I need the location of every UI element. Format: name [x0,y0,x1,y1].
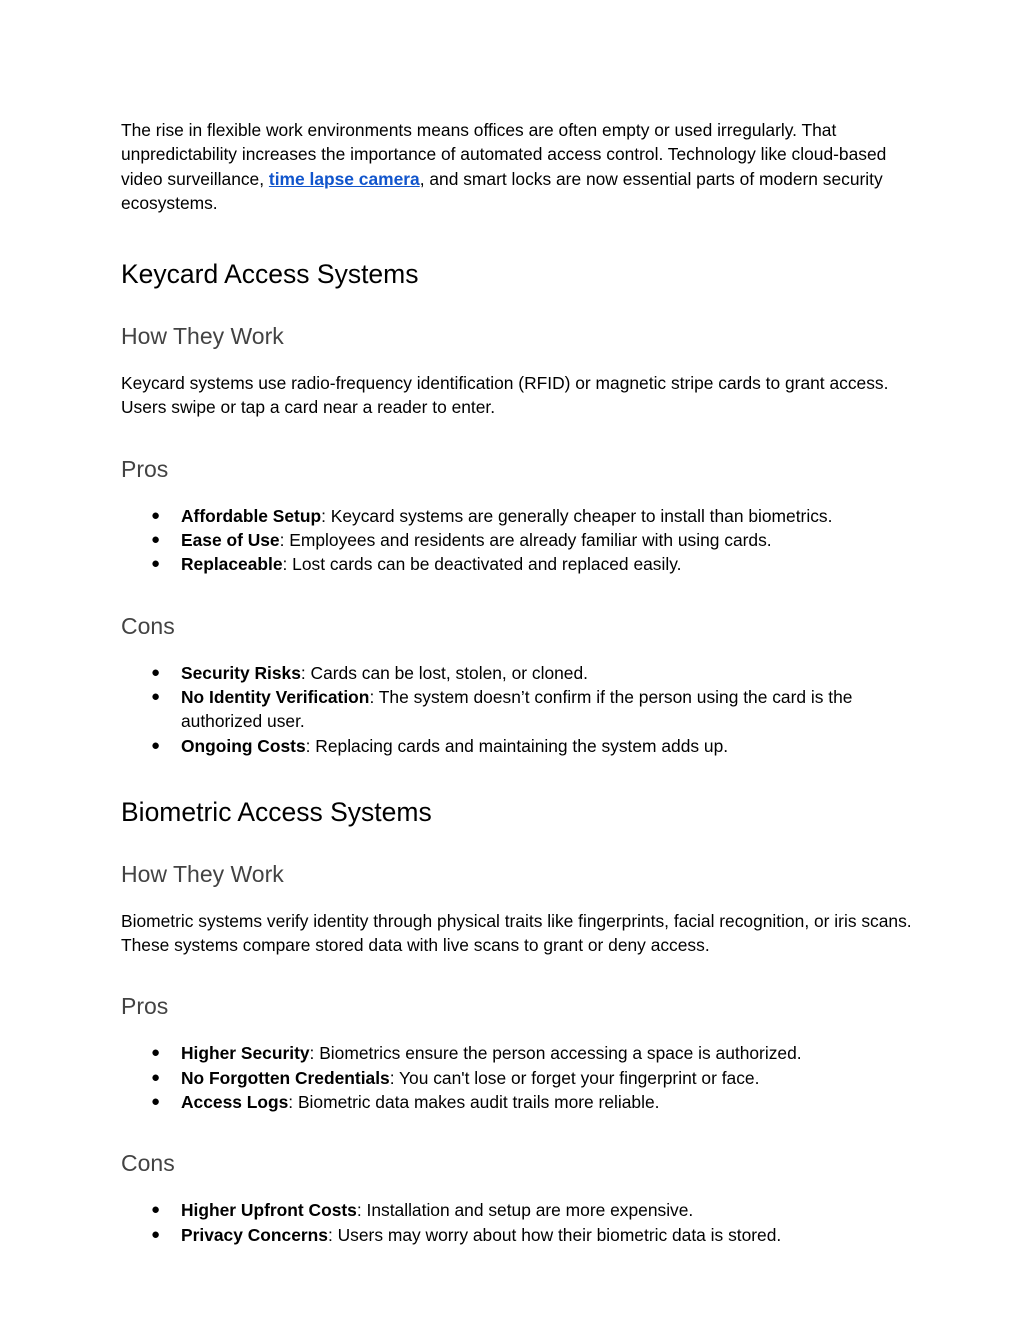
biometric-pros-heading: Pros [121,993,169,1020]
list-item-text: : Installation and setup are more expensive. [356,1200,694,1221]
list-item [151,552,914,576]
list-item-term: Ongoing Costs [181,735,306,756]
list-item-term: Affordable Setup [181,505,322,526]
list-item [151,1223,914,1247]
biometric-pros-list [121,1041,914,1114]
list-item-text: : Biometrics ensure the person accessing a space is authorized. [309,1043,802,1064]
list-item [151,1090,914,1114]
list-item [151,1198,914,1222]
bullet-icon: ● [151,1044,161,1062]
list-item-term: Ease of Use [181,530,280,551]
list-item-term: Privacy Concerns [181,1224,328,1245]
list-item-term: Higher Upfront Costs [181,1200,357,1221]
bullet-icon: ● [151,736,161,754]
list-item-term: Security Risks [181,662,301,683]
keycard-pros-heading: Pros [121,455,169,482]
intro-text-after-link: , and smart locks are now essential parts of modern security ecosystems. [121,168,883,213]
list-item-term: No Forgotten Credentials [181,1067,390,1088]
list-item-text: : Employees and residents are already familiar with using cards. [279,530,772,551]
keycard-heading: Keycard Access Systems [121,259,419,290]
list-item [151,661,914,685]
bullet-icon: ● [151,1225,161,1243]
list-item-text: : The system doesn’t confirm if the person using the card is the authorized user. [181,686,853,732]
keycard-cons-heading: Cons [121,612,175,639]
list-item-text: : You can't lose or forget your fingerprint or face. [389,1067,760,1088]
biometric-cons-heading: Cons [121,1150,175,1177]
bullet-icon: ● [151,506,161,524]
bullet-icon: ● [151,1093,161,1111]
bullet-icon: ● [151,531,161,549]
bullet-icon: ● [151,687,161,705]
biometric-heading: Biometric Access Systems [121,796,432,827]
list-item-term: Replaceable [181,554,283,575]
bullet-icon: ● [151,555,161,573]
list-item [151,685,914,734]
intro-paragraph [121,118,914,215]
list-item-term: Higher Security [181,1043,310,1064]
bullet-icon: ● [151,1068,161,1086]
bullet-icon: ● [151,1201,161,1219]
list-item-term: Access Logs [181,1092,289,1113]
list-item-text: : Biometric data makes audit trails more reliable. [288,1092,660,1113]
keycard-how-paragraph: Keycard systems use radio-frequency identification (RFID) or magnetic stripe cards to grant access. Users swipe or tap a card near a reader to enter. [121,373,889,418]
bullet-icon: ● [151,663,161,681]
biometric-cons-list [121,1198,914,1247]
keycard-cons-list [121,661,914,758]
biometric-how-heading: How They Work [121,860,284,887]
list-item-text: : Users may worry about how their biometric data is stored. [327,1224,782,1245]
keycard-how-heading: How They Work [121,323,284,350]
time-lapse-camera-link[interactable]: time lapse camera [268,168,420,189]
list-item-text: : Lost cards can be deactivated and replaced easily. [282,554,682,575]
list-item-term: No Identity Verification [181,686,370,707]
list-item-text: : Replacing cards and maintaining the system adds up. [305,735,729,756]
list-item [151,1041,914,1065]
biometric-how-paragraph: Biometric systems verify identity through physical traits like fingerprints, facial recognition, or iris scans. These systems compare stored data with live scans to grant or deny access. [121,910,912,956]
intro-text-before-link: The rise in flexible work environments means offices are often empty or used irregularly. That unpredictability increases the importance of automated access control. Technology like cloud-based video surveillance, [121,120,887,189]
list-item [151,734,914,758]
list-item-text: : Cards can be lost, stolen, or cloned. [300,662,588,683]
list-item-text: : Keycard systems are generally cheaper to install than biometrics. [321,505,833,526]
list-item [151,504,914,528]
list-item [151,1066,914,1090]
keycard-pros-list [121,504,914,577]
list-item [151,528,914,552]
